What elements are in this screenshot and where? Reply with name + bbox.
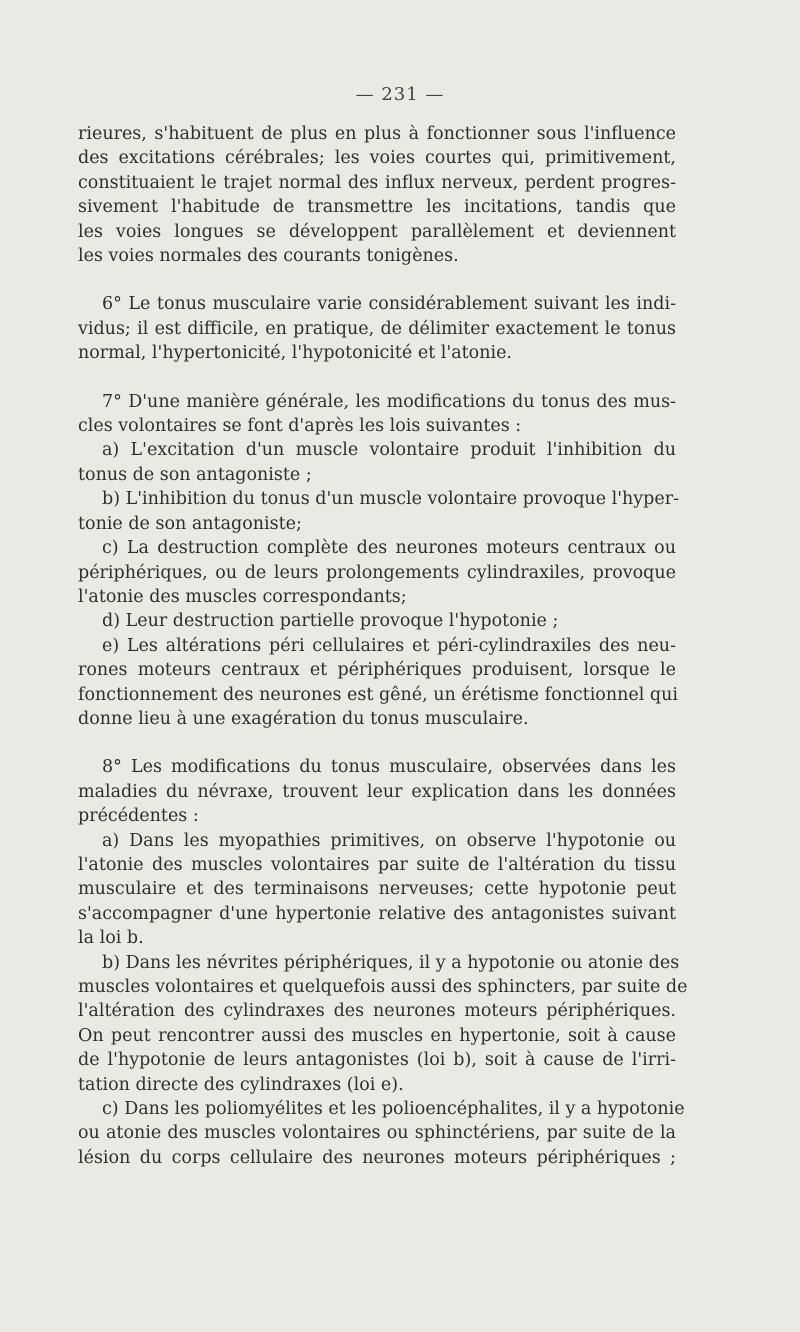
text-line: les voies longues se développent parallèlement et deviennent	[78, 221, 676, 242]
text-line: a) L'excitation d'un muscle volontaire produit l'inhibition du	[102, 440, 676, 461]
text-line: précédentes :	[78, 806, 199, 827]
text-line: 8° Les modifications du tonus musculaire, observées dans les	[102, 757, 676, 778]
text-line: normal, l'hypertonicité, l'hypotonicité et l'atonie.	[78, 343, 512, 364]
paragraph-6	[78, 292, 676, 365]
text-line: la loi b.	[78, 928, 144, 949]
text-line: cles volontaires se font d'après les lois suivantes :	[78, 416, 522, 437]
text-line: musculaire et des terminaisons nerveuses; cette hypotonie peut	[78, 879, 676, 900]
text-line: On peut rencontrer aussi des muscles en hypertonie, soit à cause	[78, 1025, 676, 1046]
text-line: tation directe des cylindraxes (loi e).	[78, 1074, 404, 1095]
text-line: l'atonie des muscles correspondants;	[78, 586, 407, 607]
text-line: de l'hypotonie de leurs antagonistes (loi b), soit à cause de l'irri-	[78, 1050, 676, 1071]
text-line: constituaient le trajet normal des influx nerveux, perdent progres-	[78, 172, 676, 193]
text-line: les voies normales des courants tonigènes.	[78, 246, 459, 267]
text-line: lésion du corps cellulaire des neurones moteurs périphériques ;	[78, 1147, 676, 1168]
text-line: c) La destruction complète des neurones moteurs centraux ou	[102, 538, 676, 559]
text-line: périphériques, ou de leurs prolongements cylindraxiles, provoque	[78, 562, 676, 583]
text-line: s'accompagner d'une hypertonie relative des antagonistes suivant	[78, 903, 676, 924]
text-line: rones moteurs centraux et périphériques produisent, lorsque le	[78, 660, 676, 681]
text-line: c) Dans les poliomyélites et les polioencéphalites, il y a hypotonie	[102, 1099, 685, 1120]
text-line: des excitations cérébrales; les voies courtes qui, primitivement,	[78, 148, 676, 169]
text-line: e) Les altérations péri cellulaires et péri-cylindraxiles des neu-	[102, 635, 676, 656]
text-line: sivement l'habitude de transmettre les incitations, tandis que	[78, 197, 676, 218]
text-line: l'altération des cylindraxes des neurones moteurs périphériques.	[78, 1001, 676, 1022]
text-line: 6° Le tonus musculaire varie considérablement suivant les indi-	[102, 294, 676, 315]
body-text	[78, 122, 688, 1170]
paragraph-continuation	[78, 122, 676, 268]
text-line: a) Dans les myopathies primitives, on observe l'hypotonie ou	[102, 830, 676, 851]
text-line: fonctionnement des neurones est gêné, un érétisme fonctionnel qui	[78, 684, 678, 705]
text-line: b) Dans les névrites périphériques, il y a hypotonie ou atonie des	[102, 952, 680, 973]
paragraph-8	[78, 755, 688, 1170]
text-line: vidus; il est difficile, en pratique, de délimiter exactement le tonus	[78, 318, 676, 339]
page-number: — 231 —	[355, 84, 445, 105]
text-line: ou atonie des muscles volontaires ou sphinctériens, par suite de la	[78, 1123, 676, 1144]
paragraph-7	[78, 390, 680, 732]
text-line: l'atonie des muscles volontaires par suite de l'altération du tissu	[78, 854, 676, 875]
text-line: muscles volontaires et quelquefois aussi des sphincters, par suite de	[78, 977, 688, 997]
text-line: maladies du névraxe, trouvent leur explication dans les données	[78, 781, 676, 802]
text-line: tonus de son antagoniste ;	[78, 464, 312, 485]
text-line: rieures, s'habituent de plus en plus à fonctionner sous l'influence	[78, 124, 676, 144]
text-line: donne lieu à une exagération du tonus musculaire.	[78, 708, 529, 729]
text-line: b) L'inhibition du tonus d'un muscle volontaire provoque l'hyper-	[102, 489, 680, 510]
text-line: 7° D'une manière générale, les modifications du tonus des mus-	[102, 391, 676, 412]
text-line: d) Leur destruction partielle provoque l'hypotonie ;	[102, 611, 559, 632]
text-line: tonie de son antagoniste;	[78, 513, 302, 534]
